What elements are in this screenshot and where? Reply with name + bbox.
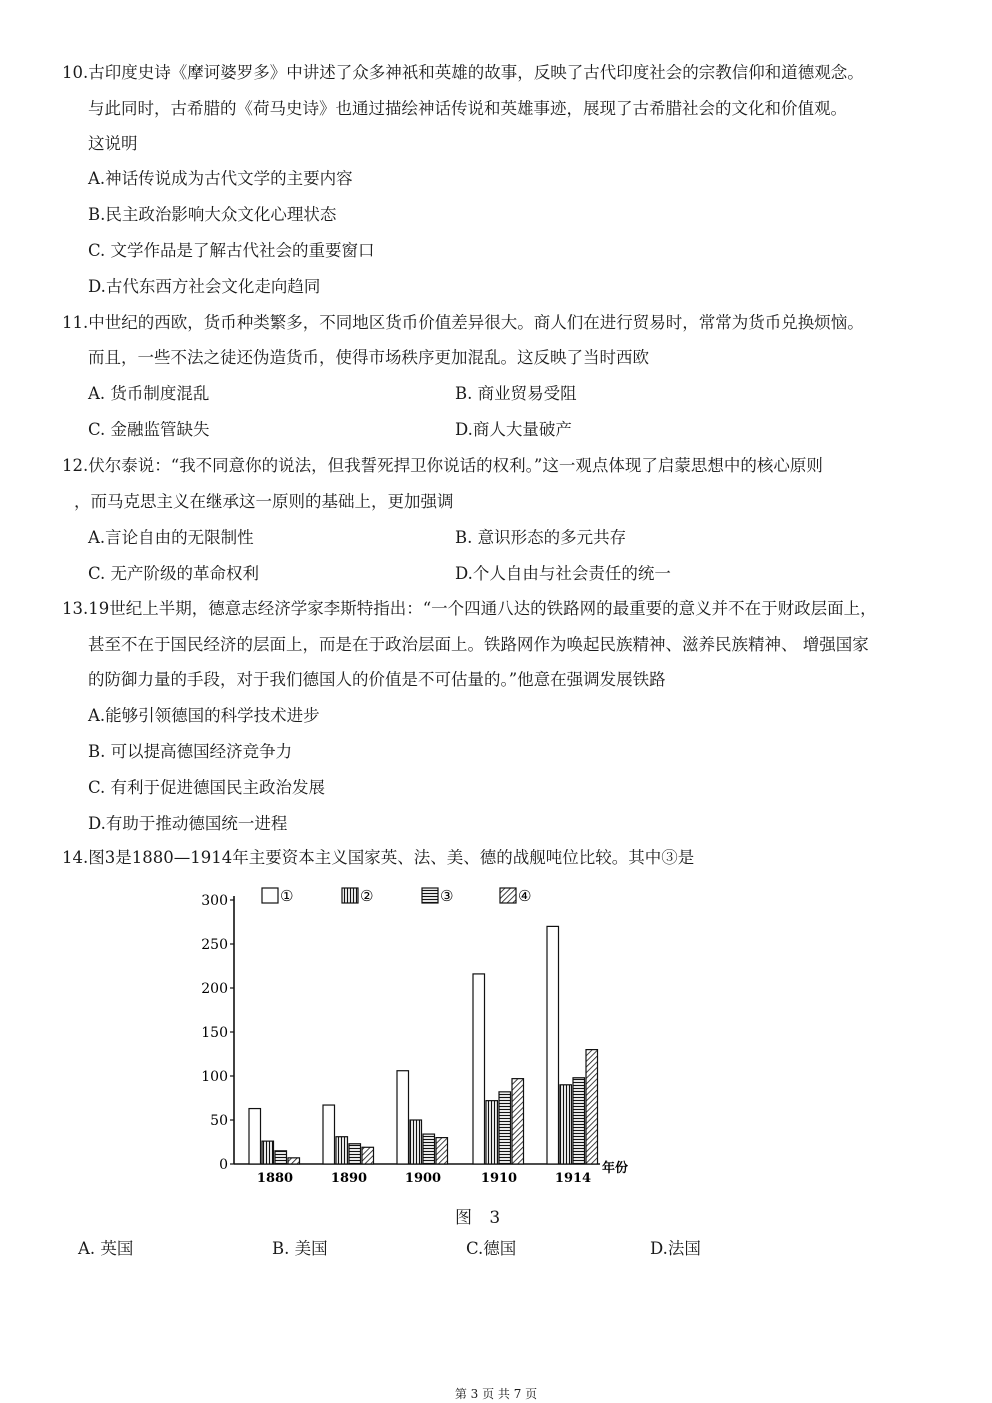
q13-text-line-3: 的防御力量的手段，对于我们德国人的价值是不可估量的。”他意在强调发展铁路 bbox=[88, 670, 666, 689]
warship-tonnage-chart bbox=[190, 880, 650, 1190]
legend-label-4: ④ bbox=[518, 887, 532, 905]
q14-option-c: C.德国 bbox=[466, 1239, 517, 1258]
bar-1890-series-3 bbox=[349, 1144, 361, 1164]
legend-swatch-3 bbox=[422, 888, 438, 903]
q13-text-line-2: 甚至不在于国民经济的层面上，而是在于政治层面上。铁路网作为唤起民族精神、滋养民族精神、 增强国家 bbox=[88, 635, 869, 654]
q14-option-b: B. 美国 bbox=[272, 1239, 328, 1258]
legend-swatch-1 bbox=[262, 888, 278, 903]
q10-option-b: B.民主政治影响大众文化心理状态 bbox=[88, 205, 337, 224]
q10-option-a: A.神话传说成为古代文学的主要内容 bbox=[88, 169, 353, 188]
y-tick-label: 50 bbox=[210, 1113, 228, 1129]
q14-option-d: D.法国 bbox=[650, 1239, 701, 1258]
q11-text-line-1: 11.中世纪的西欧，货币种类繁多，不同地区货币价值差异很大。商人们在进行贸易时，常常为货币兑换烦恼。 bbox=[62, 313, 864, 332]
q11-option-a: A. 货币制度混乱 bbox=[88, 384, 210, 403]
bar-1910-series-1 bbox=[473, 974, 485, 1164]
legend-swatch-4 bbox=[500, 888, 516, 903]
q14-text-line-1: 14.图3是1880—1914年主要资本主义国家英、法、美、德的战舰吨位比较。其中③是 bbox=[62, 848, 695, 867]
q12-option-a: A.言论自由的无限制性 bbox=[88, 528, 254, 547]
q12-text-line-2: ，而马克思主义在继承这一原则的基础上，更加强调 bbox=[74, 492, 454, 511]
bar-1890-series-4 bbox=[362, 1147, 374, 1164]
bar-1880-series-4 bbox=[288, 1158, 300, 1164]
bar-1890-series-1 bbox=[323, 1105, 335, 1164]
legend-label-3: ③ bbox=[440, 887, 454, 905]
q13-option-c: C. 有利于促进德国民主政治发展 bbox=[88, 778, 326, 797]
bar-1900-series-3 bbox=[423, 1134, 435, 1164]
bar-1914-series-2 bbox=[560, 1085, 572, 1164]
q12-option-c: C. 无产阶级的革命权利 bbox=[88, 564, 260, 583]
bar-1900-series-1 bbox=[397, 1071, 409, 1164]
q13-option-b: B. 可以提高德国经济竞争力 bbox=[88, 742, 293, 761]
y-tick-label: 150 bbox=[201, 1025, 228, 1041]
x-axis-label: 年份 bbox=[602, 1161, 629, 1176]
q11-text-line-2: 而且，一些不法之徒还伪造货币，使得市场秩序更加混乱。这反映了当时西欧 bbox=[88, 348, 649, 367]
bar-1910-series-3 bbox=[499, 1092, 511, 1164]
bar-1914-series-1 bbox=[547, 926, 559, 1164]
page-footer: 第 3 页 共 7 页 bbox=[454, 1387, 538, 1401]
x-tick-label: 1890 bbox=[330, 1171, 368, 1186]
q10-text-line-3: 这说明 bbox=[88, 134, 138, 153]
q12-text-line-1: 12.伏尔泰说：“我不同意你的说法，但我誓死捍卫你说话的权利。”这一观点体现了启蒙思想中的核心原则 bbox=[62, 456, 823, 475]
q11-option-d: D.商人大量破产 bbox=[455, 420, 572, 439]
x-tick-label: 1910 bbox=[480, 1171, 518, 1186]
bar-1914-series-4 bbox=[586, 1050, 598, 1164]
x-tick-label: 1914 bbox=[554, 1171, 592, 1186]
q13-option-a: A.能够引领德国的科学技术进步 bbox=[88, 706, 320, 725]
bar-1910-series-4 bbox=[512, 1079, 524, 1164]
q12-option-d: D.个人自由与社会责任的统一 bbox=[455, 564, 671, 583]
bar-1914-series-3 bbox=[573, 1078, 585, 1164]
legend-label-1: ① bbox=[280, 887, 294, 905]
x-tick-label: 1880 bbox=[256, 1171, 294, 1186]
q10-text-line-1: 10.古印度史诗《摩诃婆罗多》中讲述了众多神祇和英雄的故事，反映了古代印度社会的宗教信仰和道德观念。 bbox=[62, 63, 864, 82]
y-tick-label: 100 bbox=[201, 1069, 228, 1085]
y-tick-label: 0 bbox=[219, 1157, 228, 1173]
y-tick-label: 200 bbox=[201, 981, 228, 997]
bar-1890-series-2 bbox=[336, 1137, 348, 1164]
y-tick-label: 300 bbox=[201, 893, 228, 909]
q10-option-c: C. 文学作品是了解古代社会的重要窗口 bbox=[88, 241, 375, 260]
bar-1900-series-4 bbox=[436, 1138, 448, 1164]
legend-swatch-2 bbox=[342, 888, 358, 903]
q11-option-b: B. 商业贸易受阻 bbox=[455, 384, 577, 403]
bar-1880-series-2 bbox=[262, 1141, 274, 1164]
legend-label-2: ② bbox=[360, 887, 374, 905]
bar-1900-series-2 bbox=[410, 1120, 422, 1164]
bar-1880-series-1 bbox=[249, 1109, 261, 1164]
bar-1880-series-3 bbox=[275, 1151, 287, 1164]
x-tick-label: 1900 bbox=[404, 1171, 442, 1186]
q10-option-d: D.古代东西方社会文化走向趋同 bbox=[88, 277, 321, 296]
q11-option-c: C. 金融监管缺失 bbox=[88, 420, 210, 439]
q13-text-line-1: 13.19世纪上半期，德意志经济学家李斯特指出：“一个四通八达的铁路网的最重要的意义并不在于财政层面上， bbox=[62, 599, 877, 618]
q13-option-d: D.有助于推动德国统一进程 bbox=[88, 814, 288, 833]
y-tick-label: 250 bbox=[201, 937, 228, 953]
q10-text-line-2: 与此同时，古希腊的《荷马史诗》也通过描绘神话传说和英雄事迹，展现了古希腊社会的文化和价值观。 bbox=[88, 99, 847, 118]
q14-option-a: A. 英国 bbox=[78, 1239, 134, 1258]
bar-1910-series-2 bbox=[486, 1101, 498, 1164]
figure-caption: 图 3 bbox=[455, 1208, 507, 1228]
q12-option-b: B. 意识形态的多元共存 bbox=[455, 528, 627, 547]
